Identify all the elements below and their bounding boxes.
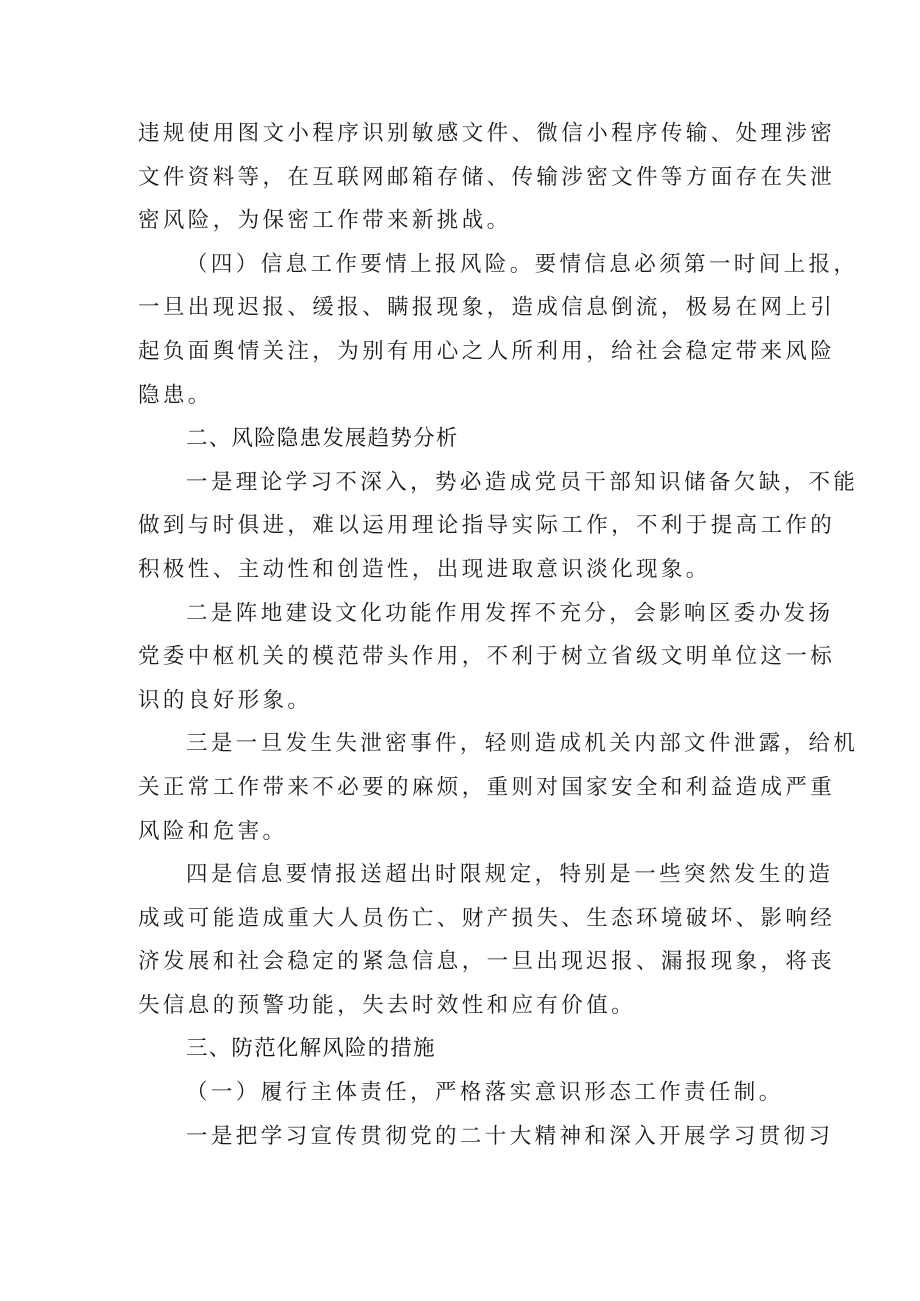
text-line: 三是一旦发生失泄密事件，轻则造成机关内部文件泄露，给机: [186, 731, 859, 757]
heading-text: 三、防范化解风险的措施: [186, 1036, 436, 1062]
text-line: 关正常工作带来不必要的麻烦，重则对国家安全和利益造成严重: [138, 774, 836, 800]
text-line: 文件资料等，在互联网邮箱存储、传输涉密文件等方面存在失泄: [138, 164, 836, 190]
paragraph-study-promotion: [138, 1115, 834, 1159]
paragraph-point-one: [138, 461, 859, 592]
text-line: 违规使用图文小程序识别敏感文件、微信小程序传输、处理涉密: [138, 121, 836, 146]
text-line: 起负面舆情关注，为别有用心之人所利用，给社会稳定带来风险: [138, 338, 836, 364]
text-line: 一是理论学习不深入，势必造成党员干部知识储备欠缺，不能: [186, 469, 859, 495]
section-heading-measures: [138, 1027, 790, 1071]
paragraph-point-two: [138, 592, 836, 723]
paragraph-point-three: [138, 722, 859, 853]
text-line: 隐患。: [138, 382, 213, 408]
paragraph-info-reporting-risk: [138, 243, 859, 417]
text-line: 积极性、主动性和创造性，出现进取意识淡化现象。: [138, 556, 711, 582]
text-line: 四是信息要情报送超出时限规定，特别是一些突然发生的造: [186, 862, 834, 888]
text-line: 成或可能造成重大人员伤亡、财产损失、生态环境破坏、影响经: [138, 905, 836, 931]
text-line: 风险和危害。: [138, 818, 288, 844]
section-heading-trend-analysis: [138, 417, 790, 461]
text-line: 济发展和社会稳定的紧急信息，一旦出现迟报、漏报现象，将丧: [138, 949, 836, 975]
text-line: 识的良好形象。: [138, 687, 313, 713]
document-page: [138, 112, 859, 1158]
text-line: 失信息的预警功能，失去时效性和应有价值。: [138, 992, 637, 1018]
heading-text: 二、风险隐患发展趋势分析: [186, 426, 459, 452]
paragraph-point-four: [138, 853, 836, 1027]
paragraph-continuation: [138, 112, 836, 243]
text-line: 党委中枢机关的模范带头作用，不利于树立省级文明单位这一标: [138, 644, 836, 670]
text-line: （四）信息工作要情上报风险。要情信息必须第一时间上报，: [186, 251, 859, 277]
subheading-text: （一）履行主体责任，严格落实意识形态工作责任制。: [186, 1080, 784, 1106]
text-line: 二是阵地建设文化功能作用发挥不充分，会影响区委办发扬: [186, 600, 834, 626]
subsection-heading-responsibility: [138, 1071, 790, 1115]
text-line: 密风险，为保密工作带来新挑战。: [138, 208, 512, 234]
text-line: 做到与时俱进，难以运用理论指导实际工作，不利于提高工作的: [138, 513, 836, 539]
text-line: 一是把学习宣传贯彻党的二十大精神和深入开展学习贯彻习: [186, 1123, 834, 1149]
text-line: 一旦出现迟报、缓报、瞒报现象，造成信息倒流，极易在网上引: [138, 295, 836, 321]
